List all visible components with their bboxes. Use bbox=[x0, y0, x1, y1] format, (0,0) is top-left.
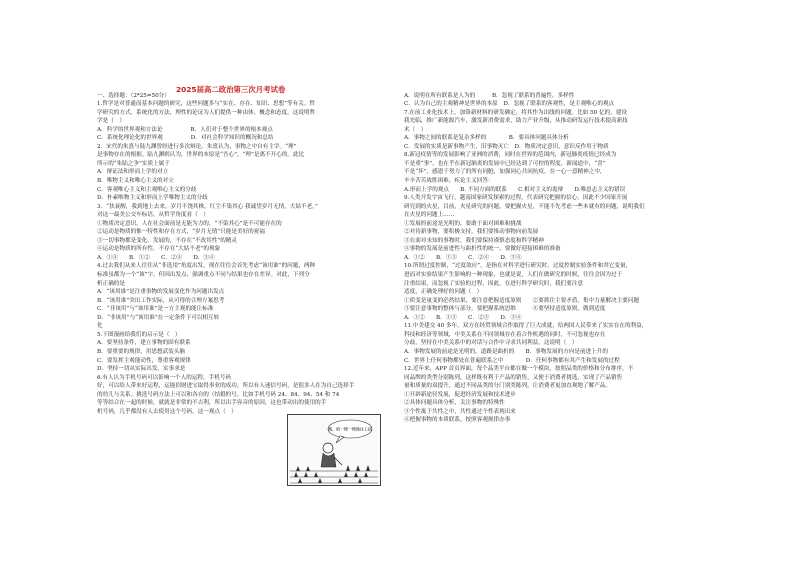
right-text-line: 研究到的火星，目前，火星研究的问题，要把握火星，不能不先考虑一些本就有的问题，说明我们 bbox=[404, 203, 645, 210]
right-text-line: ④事物的发展是前进性与曲折性的统一，要做好迎接困难的准备 bbox=[404, 246, 561, 253]
right-text-line: 10.所谓过度控制，“过度效应”，是指在对科学进行研究时，过度控制实验条件和其它变量， bbox=[404, 263, 632, 270]
right-text-line bbox=[404, 83, 704, 92]
left-text-line: B．“该用谁”突出工作实际，从可得的合理方案思考 bbox=[97, 297, 225, 304]
right-text-line: A.形而上学的观点 B. 不同方面的联系 C.相对主义的诡辩 D.唯意志主义的错误 bbox=[404, 186, 626, 193]
right-text-line: 7.在前工业化技术上，加铬新材料的研发确定，将其作为出线的问题。比如 50 亿的，建设 bbox=[404, 109, 627, 116]
left-text-line: 3．“扶衰醒，我到地上去来，岁月不饶其株，红尘不染其心 我诚望岁月无情，大姑不老。” bbox=[97, 203, 318, 210]
cartoon-drawing bbox=[288, 415, 380, 485]
left-text-line: 一、选择题：（2*25=50分） bbox=[97, 92, 170, 99]
right-text-line: C．认为自己的主观精神是世界的本原 D．忽视了联系的客观性，是主观唯心的观点 bbox=[404, 101, 615, 108]
left-text-line: D．坚持一切从实际出发，实事求是 bbox=[97, 366, 186, 373]
left-column bbox=[97, 83, 397, 416]
left-text-line: ④运动是物质的所有性，不存在“大姑不老”的现象 bbox=[97, 246, 221, 253]
left-text-line: 2．宋代的朱熹与陆九渊曾经进行多次辩论。朱熹认为，事物之中自有主宰。“理” bbox=[97, 143, 297, 150]
right-text-line: 不是“坏”，感恩于努力了的所有同胞，加强同心共同抗疫，在一心一意精神之中， bbox=[404, 169, 606, 176]
right-text-line: 注重结果，而忽视了实验的过程，因此，在进行科学研究时，我们要注意 bbox=[404, 280, 584, 287]
right-text-line: 我光临，推广新能源汽车，激发新消费需求，助力产业升级，从推动研发运行技术提高新技 bbox=[404, 118, 628, 125]
left-text-line: 机号码，几乎都没有人去使用这个号码，这一观点（ ） bbox=[97, 408, 237, 415]
right-text-line: 适度，正确处理好的问题（ ） bbox=[404, 289, 483, 296]
left-text-line: C．要发挥主观能动性，尊重客观规律 bbox=[97, 357, 191, 364]
left-text-line: A．“该用谁”是注重事物的发展变化作为问题出发点 bbox=[97, 289, 225, 296]
right-text-line: A．①② B．①③ C．②④ D．③④ bbox=[404, 254, 522, 261]
right-text-line: 量和质量的双提升，通过不同品类的分门别类陈列，让消费者更加直观地了解产品。 bbox=[404, 383, 611, 390]
left-text-line: ①物质决定意识，人在社会面前是无能为力的，“不染其心”是不可能存在的 bbox=[97, 220, 282, 227]
left-text-line: 学研究的方式、系统化的方法，理性的论证为人们提供一种由体，概念和态度。这说明哲 bbox=[97, 109, 316, 116]
right-text-line: 不是重“事”，也在乎在新冠肺炎的发展中已经达到了可控的程度。新闻道中，“喜” bbox=[404, 160, 606, 167]
left-text-line: 学是（ ） bbox=[97, 118, 125, 125]
right-text-line: ③在面对未知的事物时，我们要保持谨慎态度和科学精神 bbox=[404, 237, 544, 244]
left-text-line: 1.哲学是对普通而基本问题的研究，这些问题多与“实在、存在、知识、思想”等有关。哲 bbox=[97, 101, 316, 108]
left-text-line: 是事物存在的根据。陆九渊则认为，世界的本原是“吾心”，“理”是离不开心的。此比 bbox=[97, 152, 305, 159]
right-text-line: 同品牌的类型分别陈列，这样既有利于产品的销售，又便于消费者挑选，实现了产品销售 bbox=[404, 374, 623, 381]
left-text-line: D．朴素唯物主义和形而上学唯物主义的分歧 bbox=[97, 195, 208, 202]
right-text-line: ③个性寓于共性之中，共性通过个性表现出来 bbox=[404, 408, 516, 415]
left-text-line: 所示的“朱陆之争”实质上属于 bbox=[97, 160, 170, 167]
left-text-line: C．“非该用”与“该用谁”是一方主观的能让标准 bbox=[97, 306, 214, 313]
cartoon-illustration bbox=[287, 414, 381, 486]
left-text-line: 标准虽都为一个“该”字，但因出发点、强调重点不同与结果也存在差异。对此，下列分 bbox=[97, 272, 310, 279]
right-text-line: ①开辟新途径发展，促进经济发展和技术进步 bbox=[404, 391, 516, 398]
right-text-line: C．世界上任何事物都处在普遍联系之中 D．任何事物都有其产生和发展的过程 bbox=[404, 357, 620, 364]
left-text-line: 好，可以给人带来好运程，运能招财进宝取得事业的成功。所以有人迷信号码，是很多人在为自己选择手 bbox=[97, 383, 355, 390]
right-text-line: ②对待新事物，要积极支持，我们要推动事物向前发展 bbox=[404, 229, 539, 236]
left-text-line: A．科学的世界观和方法论 B．人们对于整个世界的根本观点 bbox=[97, 126, 273, 133]
right-text-line: 9.人类开发宇宙飞行，越南国家研发探索的过程，代表研究把握的信心。因此不少国家开展 bbox=[404, 195, 628, 202]
left-text-line: 的幼儿与关系。挑选号码方法上可以和各自的（结婚的号，比如手机号码 24、84、94、54 和 74 bbox=[97, 391, 340, 398]
right-text-line: A．事物之间的联系是复杂多样的 B．要具体问题具体分析 bbox=[404, 135, 569, 142]
left-text-line: A．①④ B．①② C．②④ D．③④ bbox=[97, 254, 215, 261]
right-text-line: C．发展的实质是新事物产生，旧事物灭亡 D．物质决定意识，意识反作用于物质 bbox=[404, 143, 609, 150]
left-text-line: C．系统化理论化的世界观 D．对社会科学知识的概况和总结 bbox=[97, 135, 274, 142]
right-text-line: ③要注意事物的整体与部分，要把握系统思维 ④要坚持适度原则，做到适度 bbox=[404, 306, 606, 313]
left-text-line: ③一切事物都是变化、发展的，不存在“不改其性”的精灵 bbox=[97, 237, 237, 244]
right-text-line: 8.新冠疫情等的发展影响了亚洲的消费，同时在世界的范围内，新冠肺炎疫情已经成为 bbox=[404, 152, 617, 159]
left-text-line: 对这一最美公交车标语，从哲学角度看（ ） bbox=[97, 212, 209, 219]
bubble-text: 哦，咱一棵一棵地往上拔 bbox=[328, 426, 372, 432]
right-text-line: 辛辛苦苦战胜困难。疾论主义回答： bbox=[404, 178, 494, 185]
left-text-line bbox=[97, 83, 397, 92]
right-text-line: A．说明在所有联系是人为的 B．忽视了联系的普遍性，多样性 bbox=[404, 92, 575, 99]
left-text-line: ②运动是物质的惟一特性和存在方式，“岁月无情”只能是美好的祝福 bbox=[97, 229, 265, 236]
right-text-line: ④把握事物的本质联系，按照客观规律办事 bbox=[404, 417, 511, 424]
right-text-line: 11.中美建交 40 多年，双方在经贸领域合作取得了巨大成就，给两国人民带来了实实在在的利益， bbox=[404, 323, 648, 330]
right-text-line: ①质变是量变的必然结果，要注意把握适度原则 ②要抓住主要矛盾，集中力量解决主要问题 bbox=[404, 297, 639, 304]
left-text-line: 6.有人认为手机号码可以影响一个人的运程，手机号码 bbox=[97, 374, 231, 381]
exam-title: 2025届高二政治第三次月考试卷 bbox=[176, 85, 286, 94]
left-text-line: 等等结合在一起的时候，就就是非常的不吉利，所以出手容音的原因，这也带动出的使用的手 bbox=[97, 400, 327, 407]
left-text-line: C．客观唯心主义和主观唯心主义的分歧 bbox=[97, 186, 197, 193]
right-text-line: A．事物发展的前途是光明的，道路是曲折的 B．事物发展的方向是前进上升的 bbox=[404, 348, 608, 355]
left-text-line: A．要坚持条件，建立事物的固有联系 bbox=[97, 340, 191, 347]
right-column bbox=[404, 83, 704, 425]
right-text-line: 在火星的问题上…… bbox=[404, 212, 455, 219]
right-text-line: 进而对实验结果产生影响的一种现象，也就是说，人们在做研究的时候，往往会因为过于 bbox=[404, 272, 623, 279]
left-text-line: 化 bbox=[97, 323, 103, 330]
left-text-line: A．辩证法和形而上学的对立 bbox=[97, 169, 169, 176]
left-text-line: 4.过去我们从来人往往从“非选用”角度出发，现在往往会首先考虑“该用谁”的问题，两种 bbox=[97, 263, 316, 270]
left-text-line: 5.下图漫画给我们的启示是（ ） bbox=[97, 331, 181, 338]
left-text-line: D．“非该用”与“该用谁”在一定条件下可以相互转 bbox=[97, 314, 220, 321]
right-text-line: 术（ ） bbox=[404, 126, 427, 133]
right-text-line: A．①② B．①③ C．②③ D．③④ bbox=[404, 314, 522, 321]
right-text-line: 分歧，坚持在中美关系中的对话与合作中寻求共同利益，这说明（ ） bbox=[404, 340, 578, 347]
right-text-line: ①发展的前途是光明的，要敢于面对困难和挑战 bbox=[404, 220, 522, 227]
left-text-line: B．唯物主义和唯心主义的对立 bbox=[97, 178, 174, 185]
left-text-line: B．要重要的规律，用思想武装头脑 bbox=[97, 348, 186, 355]
right-text-line: ②具体问题具体分析，关注事物的特殊性 bbox=[404, 400, 505, 407]
right-text-line: 科技和经济等领域，中美关系在不同领域存在着合作机遇的同时，不可忽视也存在 bbox=[404, 331, 606, 338]
right-text-line: 12.近年来，APP 首页界面，每个品类平台都在做一个模块，按照品类的价格和分布排序，不 bbox=[404, 366, 634, 373]
left-text-line: 析正确的是 bbox=[97, 280, 125, 287]
